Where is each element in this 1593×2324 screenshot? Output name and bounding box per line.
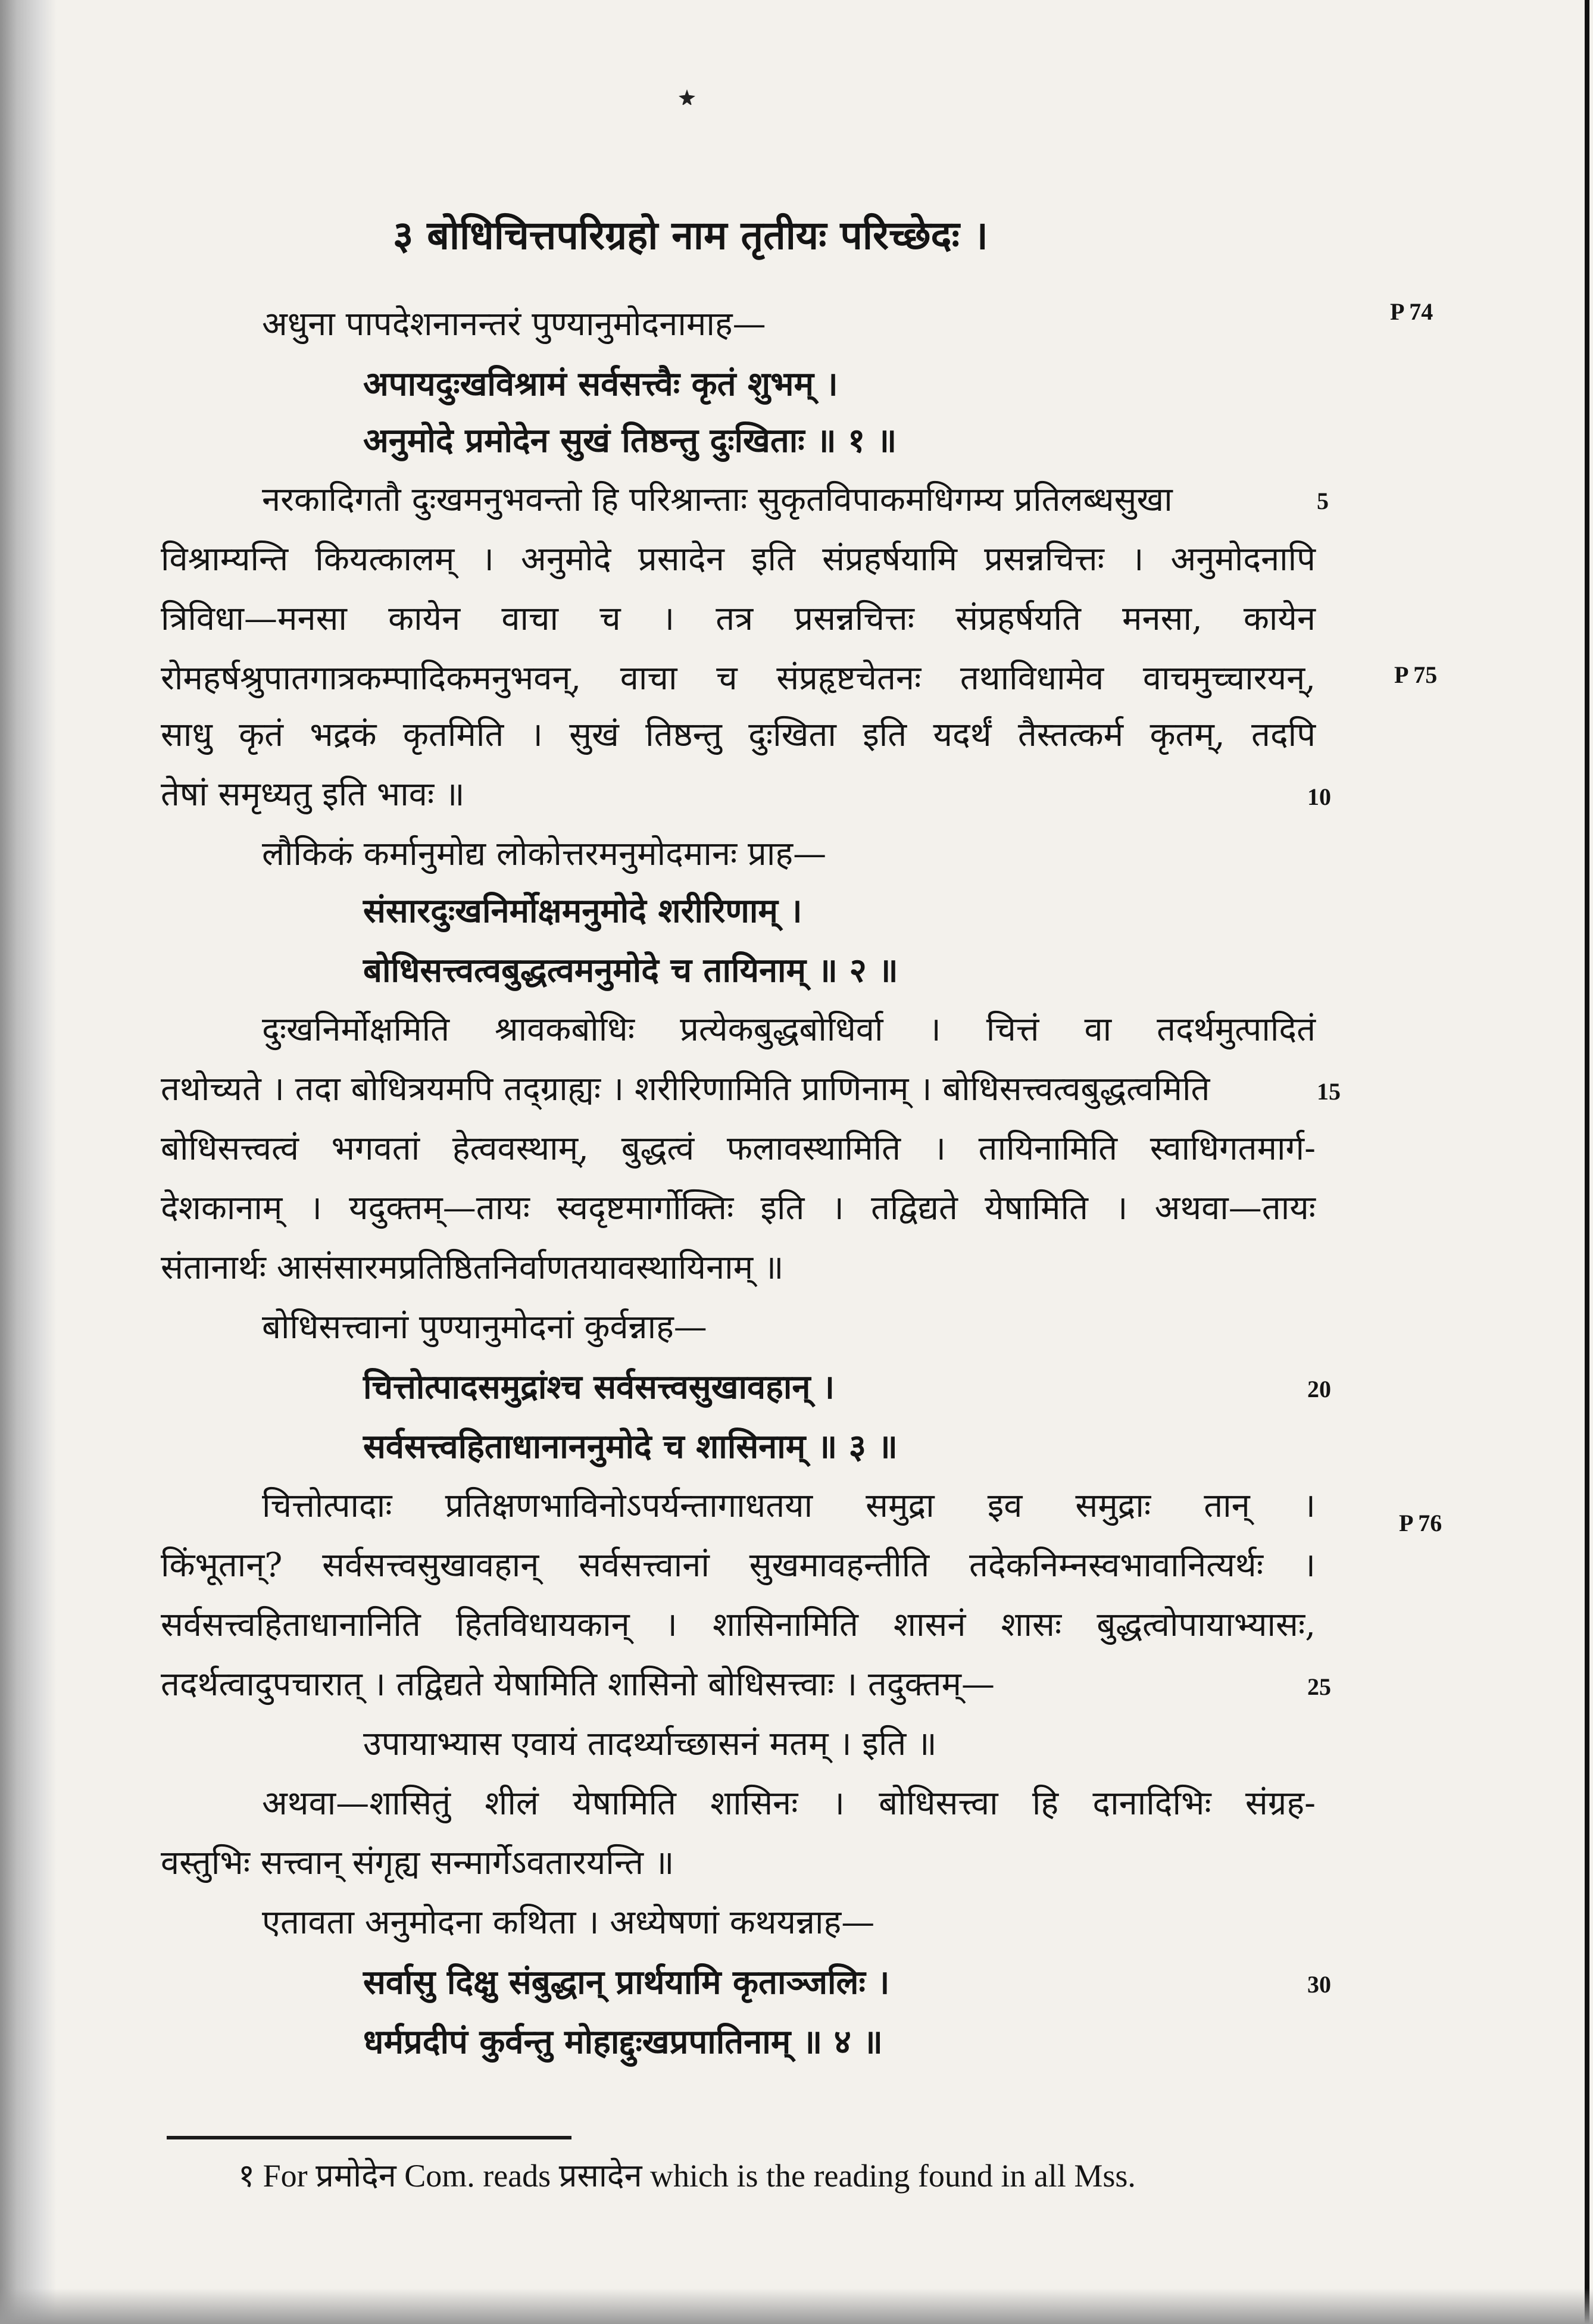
text-line: बोधिसत्त्वानां पुण्यानुमोदनां कुर्वन्नाह— <box>262 1308 707 1347</box>
text-line: संतानार्थः आसंसारमप्रतिष्ठितनिर्वाणतयावस्थायिनाम् ॥ <box>161 1248 784 1287</box>
text-line: देशकानाम् । यदुक्तम्—तायः स्वदृष्टमार्गोक्तिः इति । तद्विद्यते येषामिति । अथवा—तायः <box>161 1189 1316 1227</box>
line-number: 30 <box>1307 1971 1331 1998</box>
text-line: तथोच्यते । तदा बोधित्रयमपि तद्ग्राह्यः । शरीरिणामिति प्राणिनाम् । बोधिसत्त्वत्वबुद्धत्वमिति <box>161 1070 1210 1108</box>
text-line: चित्तोत्पादाः प्रतिक्षणभाविनोऽपर्यन्तागाधतया समुद्रा इव समुद्राः तान् । <box>262 1486 1316 1525</box>
footnote: १ For प्रमोदेन Com. reads प्रसादेन which is the reading found in all Mss. <box>238 2158 1136 2194</box>
scan-shadow-left <box>0 0 57 2324</box>
ink-blot <box>679 89 695 106</box>
line-number: 5 <box>1317 488 1329 514</box>
text-line: लौकिकं कर्मानुमोद्य लोकोत्तरमनुमोदमानः प्राह— <box>262 835 827 873</box>
text-line: विश्राम्यन्ति कियत्कालम् । अनुमोदे प्रसादेन इति संप्रहर्षयामि प्रसन्नचित्तः । अनुमोदनापि <box>161 540 1316 579</box>
scan-shadow-bottom <box>0 2288 1593 2324</box>
verse-line: बोधिसत्त्वत्वबुद्धत्वमनुमोदे च तायिनाम् ॥ २ ॥ <box>363 951 898 990</box>
line-number: 20 <box>1307 1376 1331 1402</box>
text-line: रोमहर्षश्रुपातगात्रकम्पादिकमनुभवन्, वाचा च संप्रहृष्टचेतनः तथाविधामेव वाचमुच्चारयन्, <box>161 659 1316 698</box>
verse-line: चित्तोत्पादसमुद्रांश्च सर्वसत्त्वसुखावहान् । <box>363 1367 835 1407</box>
verse-line: सर्वसत्त्वहिताधानाननुमोदे च शासिनाम् ॥ ३ ॥ <box>363 1427 898 1466</box>
line-number: 15 <box>1317 1078 1341 1105</box>
page-reference: P 75 <box>1394 661 1438 688</box>
text-line: नरकादिगतौ दुःखमनुभवन्तो हि परिश्रान्ताः सुकृतविपाकमधिगम्य प्रतिलब्धसुखा <box>262 480 1173 519</box>
page-edge-right <box>1585 0 1589 2324</box>
verse-line: अनुमोदे प्रमोदेन सुखं तिष्ठन्तु दुःखिताः ॥ १ ॥ <box>363 421 897 460</box>
text-line: वस्तुभिः सत्त्वान् संगृह्य सन्मार्गेऽवतारयन्ति ॥ <box>161 1844 674 1882</box>
page-reference: P 74 <box>1390 298 1433 325</box>
text-line: त्रिविधा—मनसा कायेन वाचा च । तत्र प्रसन्नचित्तः संप्रहर्षयति मनसा, कायेन <box>161 599 1316 638</box>
verse-line: सर्वासु दिक्षु संबुद्धान् प्रार्थयामि कृताञ्जलिः । <box>363 1963 890 2002</box>
text-line: किंभूतान्? सर्वसत्त्वसुखावहान् सर्वसत्त्वानां सुखमावहन्तीति तदेकनिम्नस्वभावानित्यर्थः । <box>161 1546 1316 1585</box>
line-number: 25 <box>1307 1673 1331 1700</box>
quoted-line: उपायाभ्यास एवायं तादर्थ्याच्छासनं मतम् । इति ॥ <box>363 1725 937 1763</box>
line-number: 10 <box>1307 783 1331 810</box>
text-line: तेषां समृध्यतु इति भावः ॥ <box>161 775 465 814</box>
chapter-heading: ३ बोधिचित्तपरिग्रहो नाम तृतीयः परिच्छेदः । <box>393 212 988 258</box>
page-reference: P 76 <box>1399 1510 1442 1536</box>
text-line: एतावता अनुमोदना कथिता । अध्येषणां कथयन्नाह— <box>262 1903 875 1942</box>
verse-line: संसारदुःखनिर्मोक्षमनुमोदे शरीरिणाम् । <box>363 891 802 930</box>
text-line: सर्वसत्त्वहिताधानानिति हितविधायकान् । शासिनामिति शासनं शासः बुद्धत्वोपायाभ्यासः, <box>161 1605 1316 1644</box>
text-line: अधुना पापदेशनानन्तरं पुण्यानुमोदनामाह— <box>262 305 766 343</box>
verse-line: धर्मप्रदीपं कुर्वन्तु मोहाद्दुःखप्रपातिनाम् ॥ ४ ॥ <box>363 2022 883 2061</box>
text-line: तदर्थत्वादुपचारात् । तद्विद्यते येषामिति शासिनो बोधिसत्त्वाः । तदुक्तम्— <box>161 1665 995 1704</box>
text-line: साधु कृतं भद्रकं कृतमिति । सुखं तिष्ठन्तु दुःखिता इति यदर्थं तैस्तत्कर्म कृतम्, तदपि <box>161 716 1316 754</box>
text-line: दुःखनिर्मोक्षमिति श्रावकबोधिः प्रत्येकबुद्धबोधिर्वा । चित्तं वा तदर्थमुत्पादितं <box>262 1010 1316 1049</box>
footnote-rule <box>167 2136 571 2139</box>
verse-line: अपायदुःखविश्रामं सर्वसत्त्वैः कृतं शुभम् । <box>363 364 838 404</box>
text-line: बोधिसत्त्वत्वं भगवतां हेत्ववस्थाम्, बुद्धत्वं फलावस्थामिति । तायिनामिति स्वाधिगतमार्ग- <box>161 1129 1316 1168</box>
text-line: अथवा—शासितुं शीलं येषामिति शासिनः । बोधिसत्त्वा हि दानादिभिः संग्रह- <box>262 1784 1316 1823</box>
